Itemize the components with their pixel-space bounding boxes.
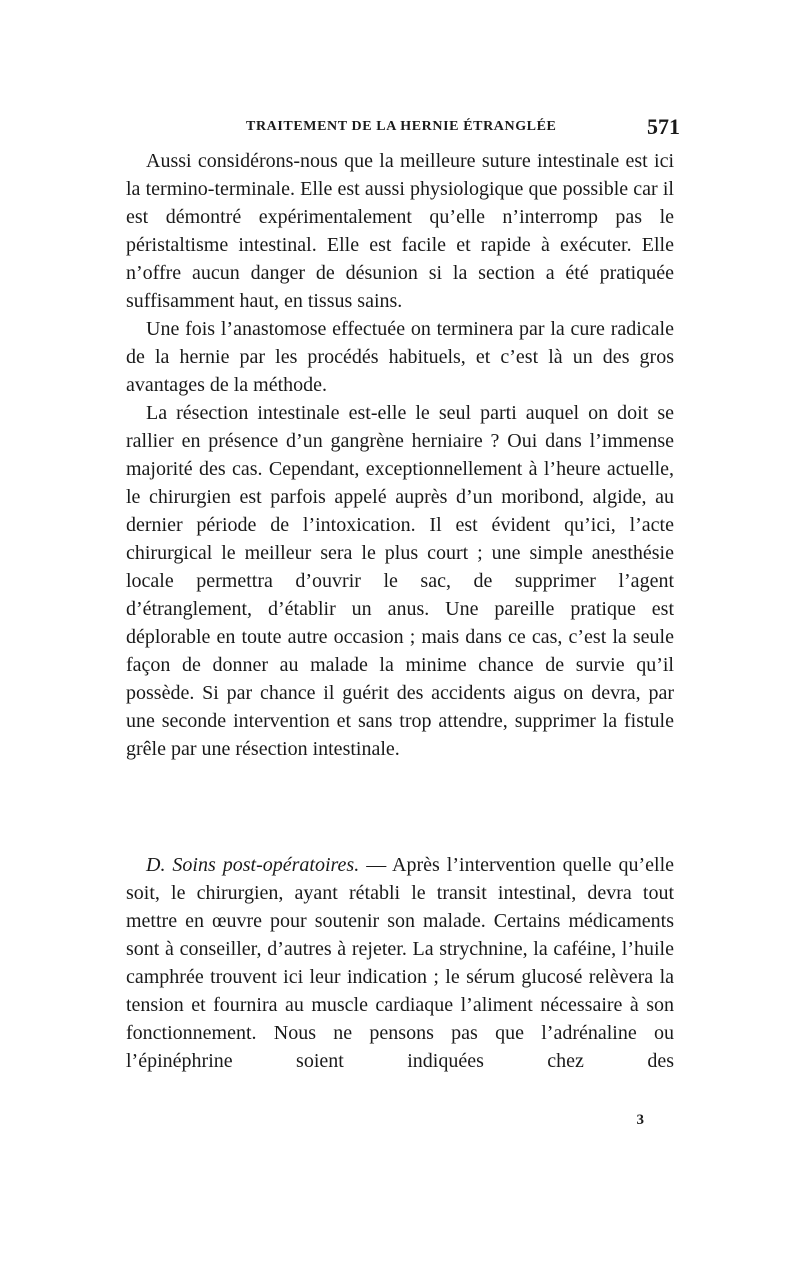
paragraph-suture: Aussi considérons-nous que la meilleure suture intestinale est ici la termino-terminale. Elle est aussi physiologique que possible car il est démontré expérimentalement qu’elle n’interromp pas le péristaltisme intestinal. Elle est facile et rapide à exécuter. Elle n’offre aucun danger de désunion si la section a été pratiquée suffisamment haut, en tissus sains. — [126, 150, 674, 312]
paragraph-soins — [126, 851, 674, 1075]
paragraph-anastomose: Une fois l’anastomose effectuée on terminera par la cure radicale de la hernie par les procédés habituels, et c’est là un des gros avantages de la méthode. — [126, 318, 674, 396]
running-head — [120, 114, 680, 141]
signature-mark: 3 — [636, 1112, 644, 1128]
running-title: TRAITEMENT DE LA HERNIE ÉTRANGLÉE — [246, 119, 557, 134]
body-text — [126, 147, 674, 763]
section-text: — Après l’intervention quelle qu’elle soit, le chirurgien, ayant rétabli le transit intestinal, devra tout mettre en œuvre pour soutenir son malade. Certains médicaments sont à conseiller, d’autres à rejeter. La strychnine, la caféine, l’huile camphrée trouvent ici leur indication ; le sérum glucosé relèvera la tension et fournira au muscle cardiaque l’aliment nécessaire à son fonctionnement. Nous ne pensons pas que l’adrénaline ou l’épinéphrine soient indiquées chez des — [126, 854, 674, 1072]
section-soins — [126, 851, 674, 1075]
section-heading: D. Soins post-opératoires. — [146, 854, 360, 876]
paragraph-resection: La résection intestinale est-elle le seul parti auquel on doit se rallier en présence d’un gangrène herniaire ? Oui dans l’immense majorité des cas. Cependant, exceptionnellement à l’heure actuelle, le chirurgien est parfois appelé auprès d’un moribond, algide, au dernier période de l’intoxication. Il est évident qu’ici, l’acte chirurgical le meilleur sera le plus court ; une simple anesthésie locale permettra d’ouvrir le sac, de supprimer l’agent d’étranglement, d’établir un anus. Une pareille pratique est déplorable en toute autre occasion ; mais dans ce cas, c’est la seule façon de donner au malade la minime chance de survie qu’il possède. Si par chance il guérit des accidents aigus on devra, par une seconde intervention et sans trop attendre, supprimer la fistule grêle par une résection intestinale. — [126, 402, 674, 760]
page-number: 571 — [647, 114, 680, 139]
